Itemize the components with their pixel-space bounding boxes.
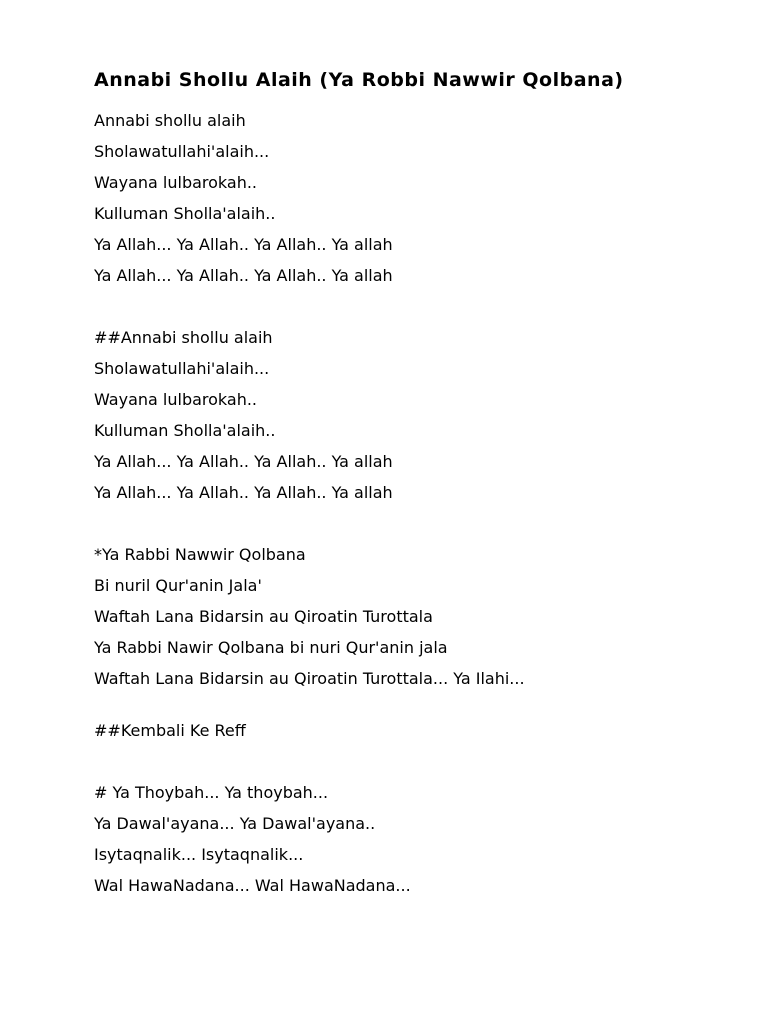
lyric-line: Wayana lulbarokah..	[94, 173, 258, 192]
lyric-line: Wayana lulbarokah..	[94, 390, 258, 409]
lyric-line: Ya Allah... Ya Allah.. Ya Allah.. Ya allah	[94, 452, 393, 471]
lyric-line: Kulluman Sholla'alaih..	[94, 421, 276, 440]
lyric-line: Kulluman Sholla'alaih..	[94, 204, 276, 223]
lyric-line: ##Kembali Ke Reff	[94, 721, 246, 740]
lyric-line: Ya Rabbi Nawir Qolbana bi nuri Qur'anin jala	[94, 638, 448, 657]
lyric-line: Isytaqnalik... Isytaqnalik...	[94, 845, 304, 864]
lyric-line: *Ya Rabbi Nawwir Qolbana	[94, 545, 306, 564]
document-title: Annabi Shollu Alaih (Ya Robbi Nawwir Qolbana)	[94, 69, 624, 91]
lyric-line: Sholawatullahi'alaih...	[94, 359, 270, 378]
lyric-line: Ya Dawal'ayana... Ya Dawal'ayana..	[94, 814, 376, 833]
lyric-line: # Ya Thoybah... Ya thoybah...	[94, 783, 329, 802]
lyric-line: Wal HawaNadana... Wal HawaNadana...	[94, 876, 411, 895]
lyric-line: Waftah Lana Bidarsin au Qiroatin Turottala	[94, 607, 433, 626]
lyric-line: Waftah Lana Bidarsin au Qiroatin Turottala... Ya Ilahi...	[94, 669, 525, 688]
lyric-line: ##Annabi shollu alaih	[94, 328, 273, 347]
lyric-line: Ya Allah... Ya Allah.. Ya Allah.. Ya allah	[94, 483, 393, 502]
lyric-line: Bi nuril Qur'anin Jala'	[94, 576, 262, 595]
lyric-line: Sholawatullahi'alaih...	[94, 142, 270, 161]
lyric-line: Ya Allah... Ya Allah.. Ya Allah.. Ya allah	[94, 266, 393, 285]
lyric-line: Annabi shollu alaih	[94, 111, 246, 130]
lyric-line: Ya Allah... Ya Allah.. Ya Allah.. Ya allah	[94, 235, 393, 254]
